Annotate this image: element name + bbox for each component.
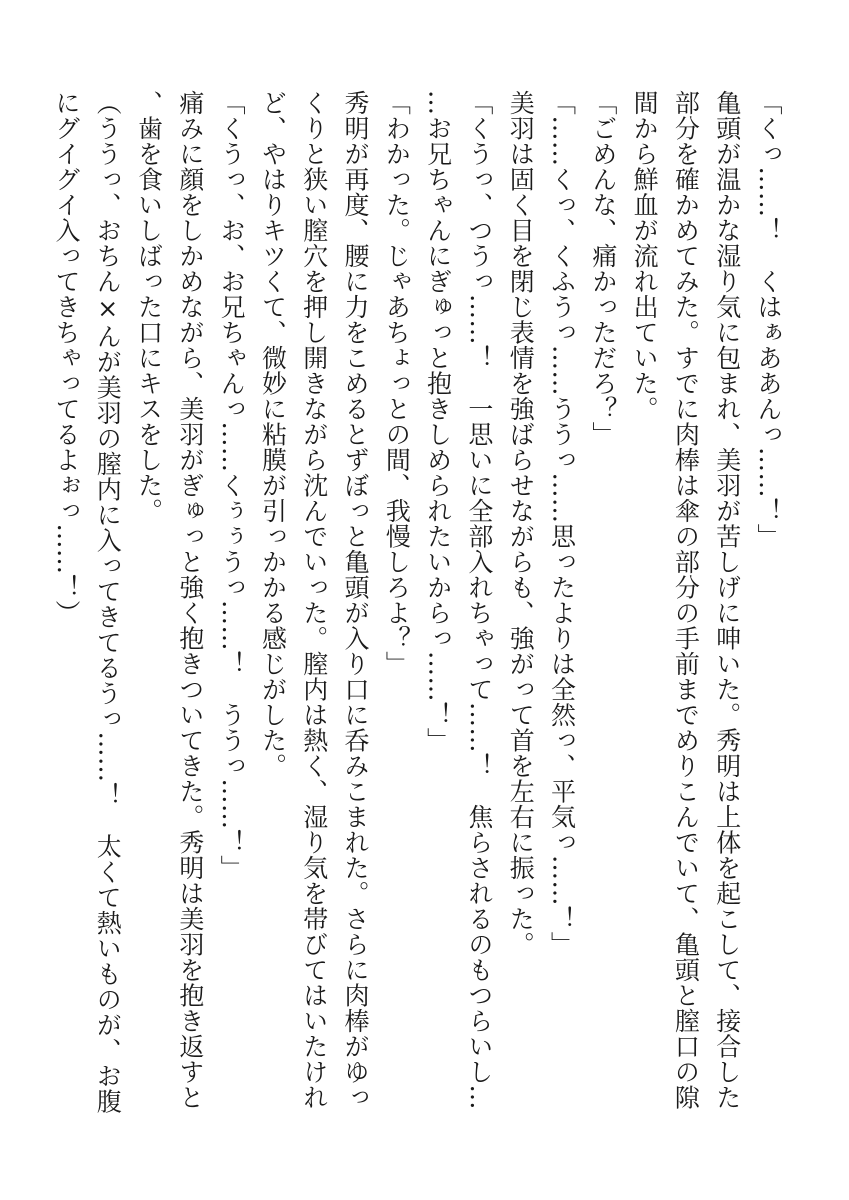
dialogue-line: 「……くっ、くふうっ……ううっ……思ったよりは全然っ、平気っ……！」 [547, 90, 577, 957]
dialogue-line: 「わかった。じゃあちょっとの間、我慢しろよ？」 [382, 90, 412, 677]
dialogue-line: 「くうっ、つうっ……！ 一思いに全部入れちゃって……！ 焦らされるのもつらいし……お兄ちゃんにぎゅっと抱きしめられたいからっ……！」 [423, 90, 494, 1110]
inner-monologue: （ううっ、おちん×んが美羽の膣内に入ってきてるうっ……！ 太くて熱いものが、お腹にグイグイ入ってきちゃってるよぉっ……！） [51, 90, 123, 1114]
dialogue-line: 「くっ……！ くはぁああんっ……！」 [754, 90, 783, 549]
narration-paragraph: 秀明が再度、腰に力をこめるとずぼっと亀頭が入り口に呑みこまれた。さらに肉棒がゆっくりと狭い膣穴を押し開きながら沈んでいった。膣内は熱く、湿り気を帯びてはいたけれど、やはりキツくて、微妙に粘膜が引っかかる感じがした。 [258, 90, 371, 1110]
vertical-text-body [46, 90, 789, 1120]
narration-paragraph: 痛みに顔をしかめながら、美羽がぎゅっと強く抱きついてきた。秀明は美羽を抱き返すと、歯を食いしばった口にキスをした。 [134, 90, 205, 1110]
narration-paragraph: 美羽は固く目を閉じ表情を強ばらせながらも、強がって首を左右に振った。 [506, 90, 536, 957]
narration-paragraph: 亀頭が温かな湿り気に包まれ、美羽が苦しげに呻いた。秀明は上体を起こして、接合した部分を確かめてみた。すでに肉棒は傘の部分の手前までめりこんでいて、亀頭と膣口の隙間から鮮血が流れ出ていた。 [630, 90, 742, 1110]
dialogue-line: 「くうっ、お、お兄ちゃんっ……くぅぅうっ……！ ううっ……！」 [217, 90, 247, 881]
dialogue-line: 「ごめんな、痛かっただろ？」 [588, 90, 618, 447]
